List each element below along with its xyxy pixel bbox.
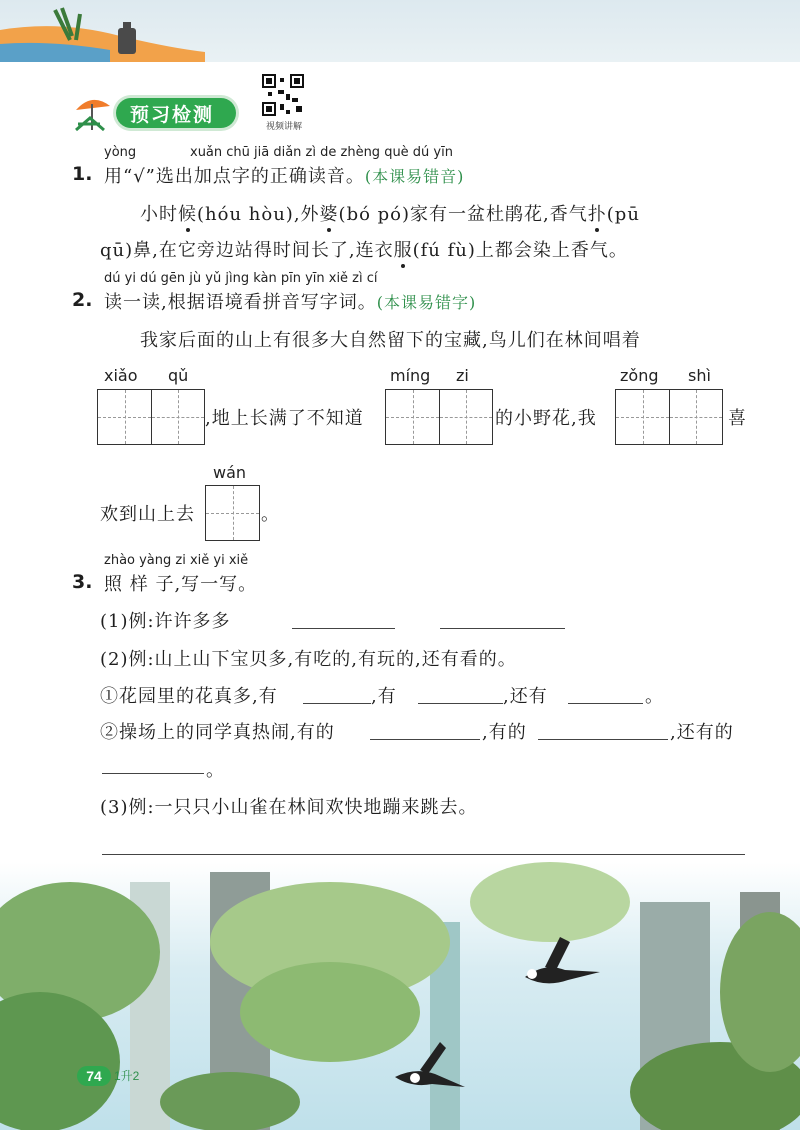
q2-prompt [104, 288, 476, 314]
q1-text: 上都会染上香气。 [475, 240, 628, 261]
q2-line3-before: 欢到山上去 [100, 504, 195, 525]
writing-box-4[interactable] [205, 485, 260, 541]
page-number: 74 [77, 1066, 111, 1086]
q1-dotted-char: 服 [393, 240, 413, 261]
qr-label: 视频讲解 [265, 122, 302, 132]
q1-text: 小时 [140, 204, 178, 225]
q3-item3: (3)例:一只只小山雀在林间欢快地蹦来跳去。 [100, 797, 478, 818]
q1-choice[interactable]: (pū [606, 204, 640, 225]
q3-item2a-text4: 。 [645, 686, 664, 707]
q3-item2b-end: 。 [206, 760, 225, 781]
box1-pinyin-2: qǔ [168, 366, 189, 385]
section-badge [70, 92, 240, 134]
q1-pinyin-rest: xuǎn chū jiā diǎn zì de zhèng què dú yīn [190, 145, 453, 160]
q1-text: ,外 [293, 204, 320, 225]
q3-item2a-text2: ,有 [371, 686, 397, 707]
q1-sentence-line1 [140, 200, 640, 226]
writing-box-1[interactable] [97, 389, 205, 445]
box1-pinyin-1: xiǎo [104, 366, 138, 385]
beach-chair-icon [70, 92, 120, 134]
q1-choice[interactable]: (hóu hòu) [197, 204, 294, 225]
q2-text-after-box2: 的小野花,我 [495, 408, 597, 429]
q2-text-after-box1: ,地上长满了不知道 [205, 408, 364, 429]
q2-pinyin: dú yi dú gēn jù yǔ jìng kàn pīn yīn xiě zì cí [104, 271, 378, 286]
grade-tag: 1升2 [114, 1069, 140, 1083]
q1-text: 家有一盆杜鹃花,香气 [410, 204, 588, 225]
box2-pinyin-2: zi [456, 366, 469, 385]
q3-item2b-text1: ②操场上的同学真热闹,有的 [100, 722, 335, 743]
answer-blank[interactable] [370, 738, 480, 740]
header-illustration [0, 0, 210, 62]
q1-pinyin-yong: yòng [104, 145, 137, 160]
q1-choice[interactable]: qū) [100, 240, 134, 261]
box3-pinyin-1: zǒng [620, 366, 659, 385]
qr-code-icon[interactable] [262, 74, 304, 116]
answer-blank[interactable] [292, 627, 395, 629]
answer-blank[interactable] [102, 772, 204, 774]
writing-box-3[interactable] [615, 389, 723, 445]
forest-illustration [0, 862, 800, 1130]
q2-line3-after: 。 [261, 504, 280, 525]
box3-pinyin-2: shì [688, 366, 711, 385]
q1-note: (本课易错音) [364, 167, 465, 186]
q3-item1: (1)例:许许多多 [100, 611, 231, 632]
q1-prompt [104, 162, 464, 188]
answer-blank[interactable] [440, 627, 565, 629]
answer-blank[interactable] [538, 738, 668, 740]
q3-item2a-text1: ①花园里的花真多,有 [100, 686, 278, 707]
writing-box-2[interactable] [385, 389, 493, 445]
answer-blank[interactable] [303, 702, 371, 704]
q2-text-after-box3: 喜 [728, 408, 747, 429]
answer-blank[interactable] [568, 702, 643, 704]
q1-dotted-char: 候 [178, 204, 197, 225]
q3-item2a-text3: ,还有 [503, 686, 548, 707]
answer-line[interactable] [102, 853, 745, 855]
q1-sentence-line2 [100, 236, 628, 262]
q1-choice[interactable]: (bó pó) [338, 204, 411, 225]
q3-number: 3. [72, 571, 93, 593]
q2-prompt-text: 读一读,根据语境看拼音写字词。 [104, 292, 377, 313]
q3-item2: (2)例:山上山下宝贝多,有吃的,有玩的,还有看的。 [100, 649, 517, 670]
q3-pinyin: zhào yàng zi xiě yi xiě [104, 553, 249, 568]
q1-prompt-text: 用“√”选出加点字的正确读音。 [104, 166, 365, 187]
q1-dotted-char: 婆 [319, 204, 339, 225]
q1-dotted-char: 扑 [587, 204, 607, 225]
q3-prompt: 照 样 子,写一写。 [104, 574, 258, 595]
box2-pinyin-1: míng [390, 366, 431, 385]
q1-number: 1. [72, 163, 93, 185]
q2-number: 2. [72, 289, 93, 311]
q1-choice[interactable]: (fú fù) [412, 240, 476, 261]
answer-blank[interactable] [418, 702, 503, 704]
q3-item2b-text2: ,有的 [482, 722, 527, 743]
q2-line1: 我家后面的山上有很多大自然留下的宝藏,鸟儿们在林间唱着 [140, 330, 641, 351]
box4-pinyin: wán [213, 463, 247, 482]
q3-item2b-text3: ,还有的 [670, 722, 734, 743]
q1-text: 鼻,在它旁边站得时间长了,连衣 [133, 240, 394, 261]
q2-note: (本课易错字) [376, 293, 477, 312]
section-title: 预习检测 [130, 104, 215, 126]
